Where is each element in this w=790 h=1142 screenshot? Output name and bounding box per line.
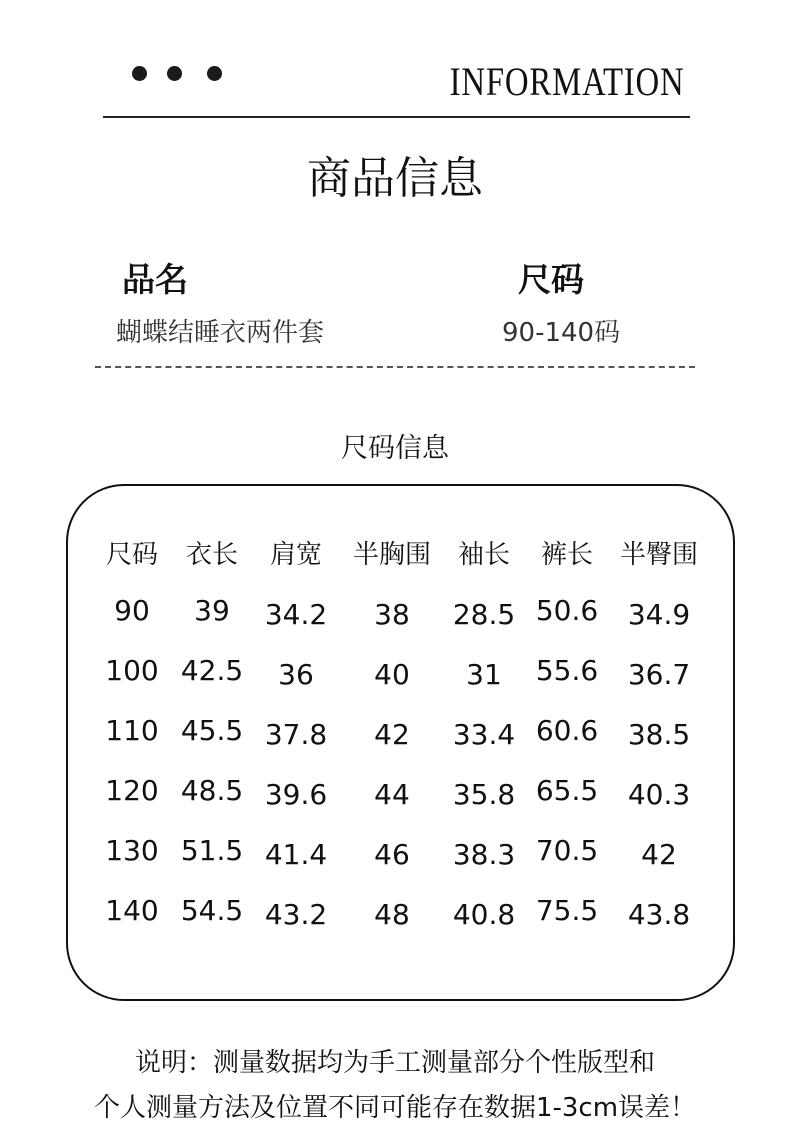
table-cell: 60.6	[535, 714, 599, 747]
column-header: 半胸围	[352, 540, 431, 570]
page-title: 商品信息	[307, 153, 483, 204]
note-line-1: 说明：测量数据均为手工测量部分个性版型和	[134, 1048, 655, 1078]
note-line-2: 个人测量方法及位置不同可能存在数据1-3cm误差！	[93, 1093, 697, 1123]
table-cell: 42	[374, 718, 410, 751]
column-header: 肩宽	[269, 540, 322, 570]
table-cell: 33.4	[452, 718, 516, 751]
table-cell: 34.2	[264, 598, 328, 631]
dashed-divider	[95, 366, 695, 368]
column-header: 袖长	[457, 540, 510, 570]
column-header: 尺码	[105, 540, 158, 570]
table-cell: 130	[105, 834, 159, 867]
table-cell: 38	[374, 598, 410, 631]
column-header: 半臀围	[619, 540, 698, 570]
table-cell: 43.2	[264, 898, 328, 931]
table-cell: 44	[374, 778, 410, 811]
product-name-value: 蝴蝶结睡衣两件套	[116, 318, 325, 348]
size-section-title: 尺码信息	[341, 433, 449, 464]
table-cell: 40.8	[452, 898, 516, 931]
table-cell: 42.5	[180, 654, 244, 687]
table-cell: 41.4	[264, 838, 328, 871]
table-cell: 140	[105, 894, 159, 927]
table-cell: 51.5	[180, 834, 244, 867]
table-cell: 110	[105, 714, 159, 747]
table-cell: 28.5	[452, 598, 516, 631]
table-cell: 48	[374, 898, 410, 931]
table-cell: 45.5	[180, 714, 244, 747]
table-cell: 37.8	[264, 718, 328, 751]
table-cell: 40	[374, 658, 410, 691]
table-cell: 34.9	[627, 598, 691, 631]
table-cell: 46	[374, 838, 410, 871]
table-cell: 65.5	[535, 774, 599, 807]
table-cell: 39.6	[264, 778, 328, 811]
table-cell: 43.8	[627, 898, 691, 931]
table-cell: 36.7	[627, 658, 691, 691]
table-cell: 42	[641, 838, 677, 871]
decor-dot-1	[132, 66, 147, 81]
table-cell: 36	[278, 658, 314, 691]
table-cell: 50.6	[535, 594, 599, 627]
table-cell: 55.6	[535, 654, 599, 687]
table-cell: 40.3	[627, 778, 691, 811]
table-cell: 38.3	[452, 838, 516, 871]
table-cell: 70.5	[535, 834, 599, 867]
column-header: 裤长	[540, 540, 593, 570]
table-cell: 39	[194, 594, 230, 627]
column-header: 衣长	[185, 540, 238, 570]
table-cell: 35.8	[452, 778, 516, 811]
table-cell: 90	[114, 594, 150, 627]
size-range-value: 90-140码	[502, 318, 621, 348]
table-cell: 48.5	[180, 774, 244, 807]
table-cell: 120	[105, 774, 159, 807]
table-cell: 31	[466, 658, 502, 691]
table-cell: 75.5	[535, 894, 599, 927]
size-range-label: 尺码	[518, 260, 584, 299]
product-name-label: 品名	[122, 260, 188, 299]
decor-dot-3	[207, 66, 222, 81]
information-heading: INFORMATION	[450, 59, 685, 104]
table-cell: 54.5	[180, 894, 244, 927]
header-rule	[103, 116, 690, 118]
table-cell: 100	[105, 654, 159, 687]
decor-dot-2	[167, 66, 182, 81]
table-cell: 38.5	[627, 718, 691, 751]
